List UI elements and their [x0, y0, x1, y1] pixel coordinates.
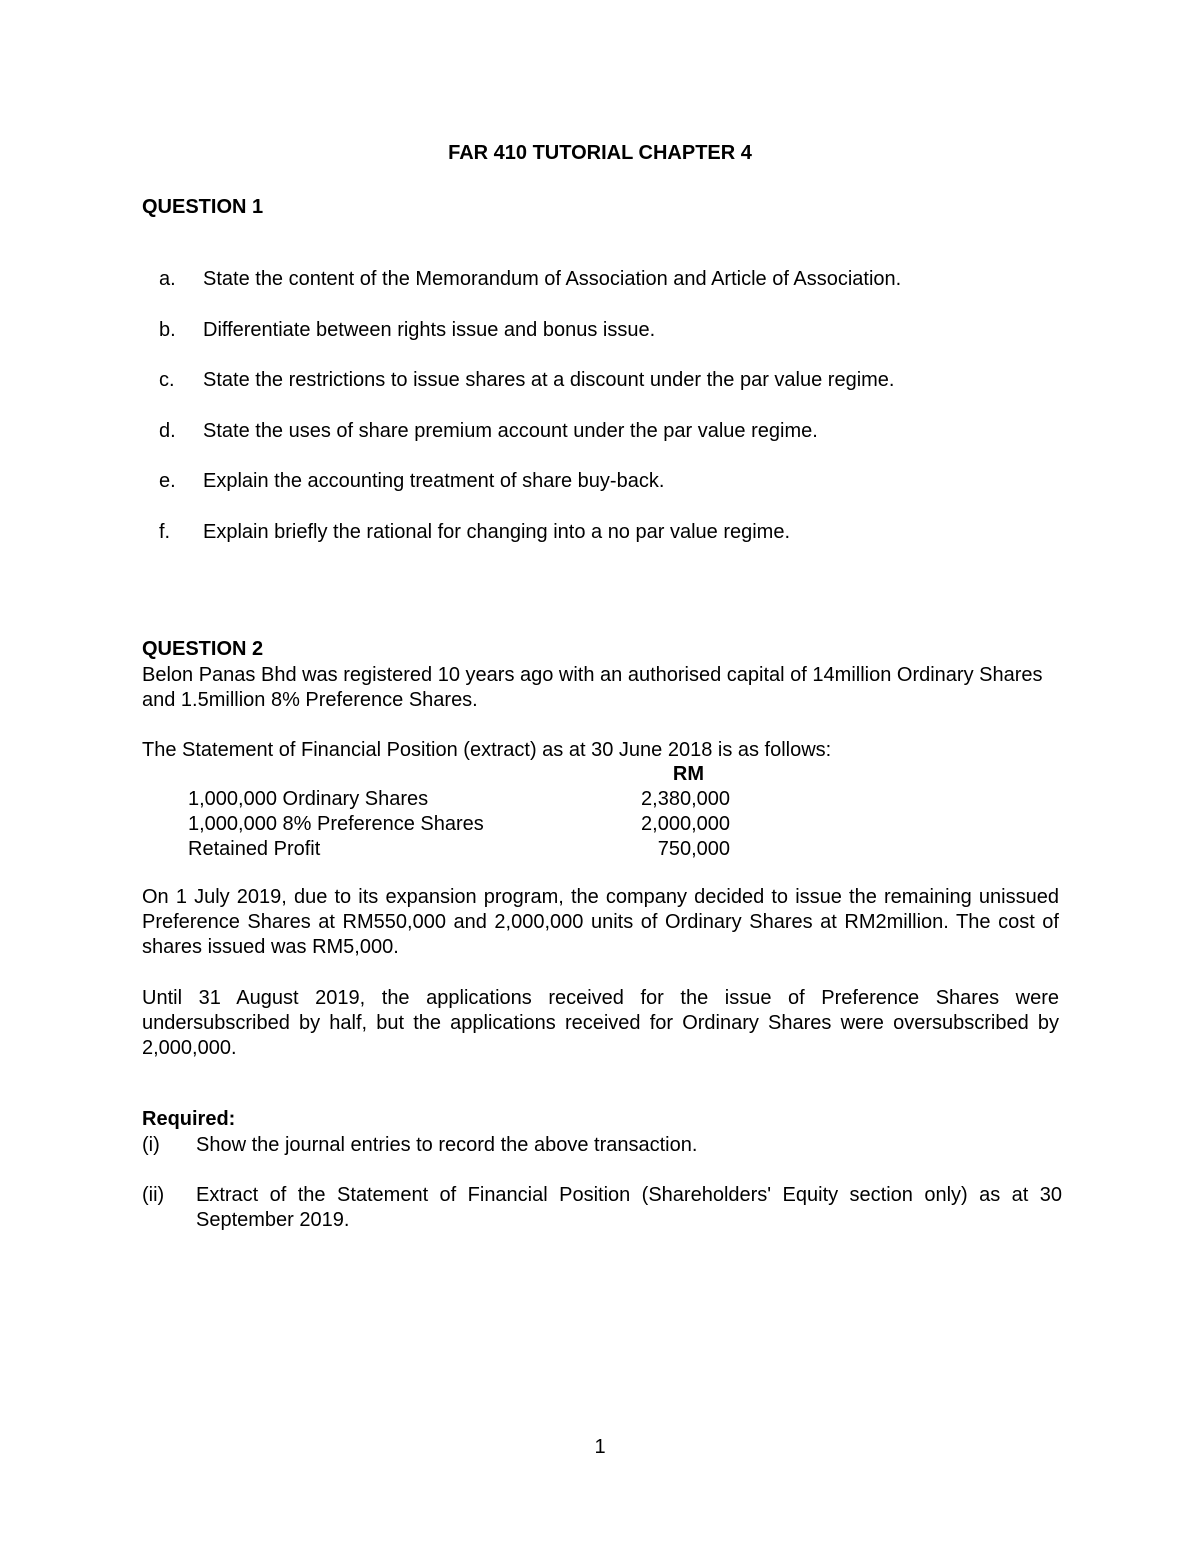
required-item-number: (i)	[142, 1134, 160, 1156]
required-item-text: Show the journal entries to record the above transaction.	[196, 1134, 698, 1156]
sofp-row-label: Retained Profit	[188, 838, 321, 860]
sofp-header-row	[188, 762, 748, 787]
sofp-row-amount: 2,000,000	[641, 813, 730, 835]
item-letter: b.	[159, 318, 176, 341]
item-letter: e.	[159, 470, 176, 492]
required-item	[142, 1133, 1062, 1158]
item-letter: c.	[159, 369, 175, 391]
currency-header: RM	[672, 763, 704, 785]
question-1-item	[142, 416, 1062, 467]
document-title: FAR 410 TUTORIAL CHAPTER 4	[448, 142, 752, 164]
sofp-extract-table	[188, 762, 748, 862]
sofp-row-amount: 2,380,000	[641, 788, 730, 810]
question-2-heading: QUESTION 2	[142, 638, 264, 660]
required-list	[142, 1133, 1062, 1233]
item-letter: d.	[159, 419, 176, 442]
sofp-row	[188, 787, 748, 812]
sofp-intro: The Statement of Financial Position (extract) as at 30 June 2018 is as follows:	[142, 739, 832, 761]
required-heading: Required:	[142, 1108, 236, 1130]
sofp-row	[188, 812, 748, 837]
issue-paragraph: On 1 July 2019, due to its expansion program, the company decided to issue the remaining unissued Preference Shares at RM550,000 and 2,000,000 units of Ordinary Shares at RM2million. The cost of shares issued was RM5,000.	[142, 886, 1059, 958]
sofp-row-amount: 750,000	[657, 838, 730, 860]
required-item-number: (ii)	[142, 1184, 165, 1206]
question-1-item	[142, 315, 1062, 366]
required-item-text: Extract of the Statement of Financial Position (Shareholders' Equity section only) as at 30 September 2019.	[196, 1184, 1062, 1231]
question-1-list	[142, 264, 1062, 567]
required-item	[142, 1183, 1062, 1233]
item-text: State the content of the Memorandum of Association and Article of Association.	[203, 268, 902, 290]
question-2-intro: Belon Panas Bhd was registered 10 years ago with an authorised capital of 14million Ordinary Shares and 1.5million 8% Preference Shares.	[142, 664, 1043, 711]
question-1-item	[142, 517, 1062, 568]
question-1-item	[142, 264, 1062, 315]
question-1-item	[142, 365, 1062, 416]
question-1-heading: QUESTION 1	[142, 196, 264, 218]
item-text: Explain briefly the rational for changing into a no par value regime.	[203, 520, 791, 543]
question-1-item	[142, 466, 1062, 517]
sofp-row-label: 1,000,000 Ordinary Shares	[188, 788, 429, 810]
page-number: 1	[594, 1436, 606, 1458]
sofp-row-label: 1,000,000 8% Preference Shares	[188, 813, 484, 835]
item-text: Explain the accounting treatment of share buy-back.	[203, 470, 665, 492]
item-text: Differentiate between rights issue and bonus issue.	[203, 318, 656, 341]
item-text: State the uses of share premium account under the par value regime.	[203, 419, 818, 442]
item-text: State the restrictions to issue shares at a discount under the par value regime.	[203, 369, 895, 391]
item-letter: a.	[159, 268, 176, 290]
applications-paragraph: Until 31 August 2019, the applications received for the issue of Preference Shares were undersubscribed by half, but the applications received for Ordinary Shares were oversubscribed by 2,000,000.	[142, 987, 1059, 1059]
sofp-row	[188, 837, 748, 862]
item-letter: f.	[159, 520, 171, 543]
